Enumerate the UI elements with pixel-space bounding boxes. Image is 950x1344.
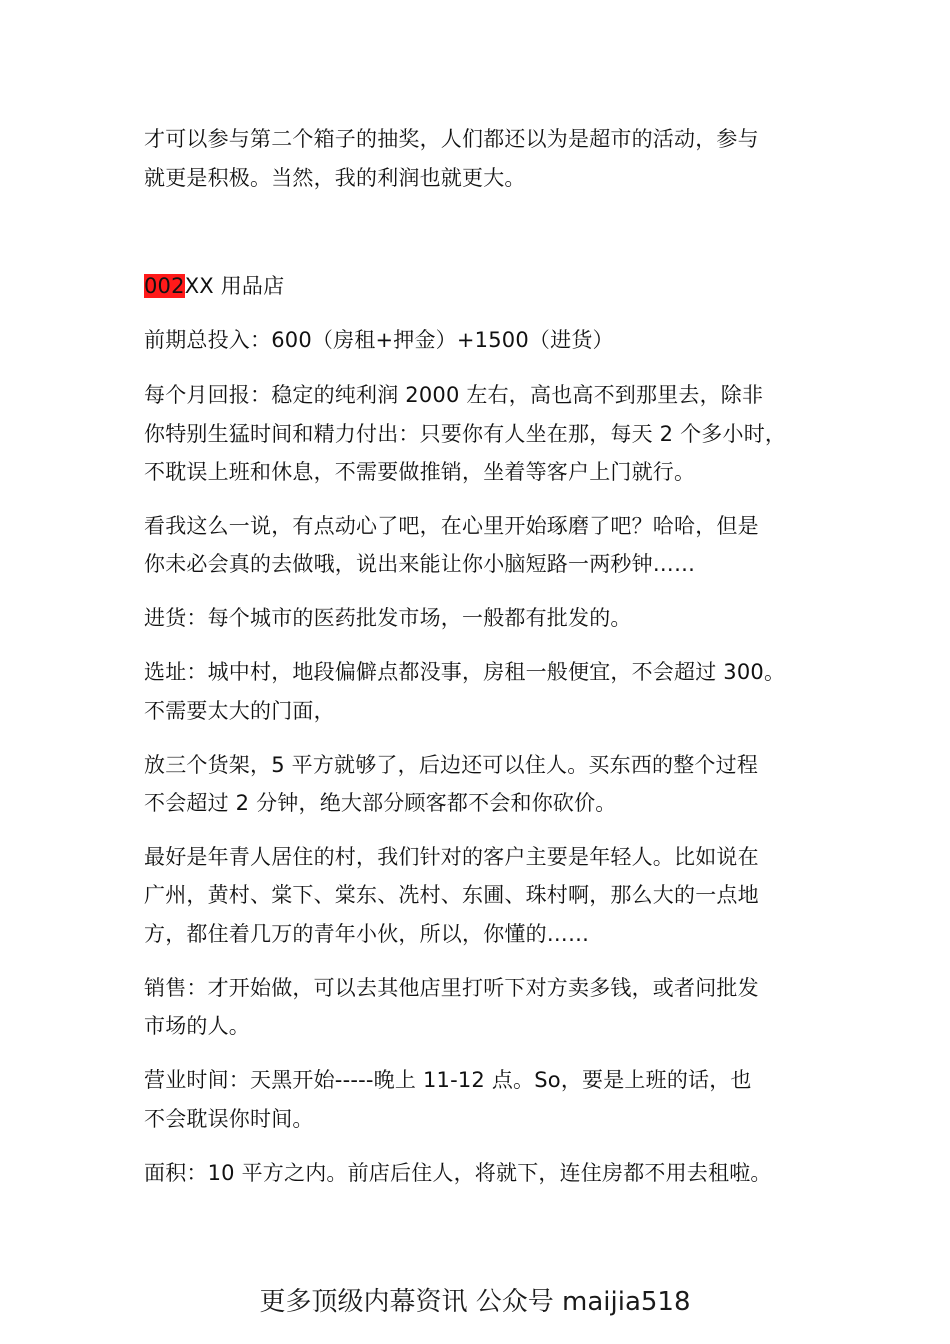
hours-line-1: 营业时间：天黑开始-----晚上 11-12 点。So，要是上班的话，也	[144, 1068, 752, 1092]
location-line-2: 不需要太大的门面，	[144, 699, 335, 723]
village-line-1: 最好是年青人居住的村，我们针对的客户主要是年轻人。比如说在	[144, 845, 759, 869]
return-line-1: 每个月回报：稳定的纯利润 2000 左右，高也高不到那里去，除非	[144, 383, 764, 407]
hours-line-2: 不会耽误你时间。	[144, 1107, 314, 1131]
village-line-3: 方，都住着几万的青年小伙，所以，你懂的……	[144, 922, 590, 946]
tempt-line-2: 你未必会真的去做哦，说出来能让你小脑短路一两秒钟……	[144, 552, 696, 576]
location-line-1: 选址：城中村，地段偏僻点都没事，房租一般便宜，不会超过 300。	[144, 660, 786, 684]
section-number-highlight: 002	[144, 274, 185, 298]
return-line-3: 不耽误上班和休息，不需要做推销，坐着等客户上门就行。	[144, 460, 696, 484]
shelves-line-2: 不会超过 2 分钟，绝大部分顾客都不会和你砍价。	[144, 791, 617, 815]
shelves-line-1: 放三个货架，5 平方就够了，后边还可以住人。买东西的整个过程	[144, 753, 759, 777]
section-title: XX 用品店	[184, 274, 285, 298]
investment-line: 前期总投入：600（房租+押金）+1500（进货）	[144, 328, 614, 352]
intro-line-1: 才可以参与第二个箱子的抽奖，人们都还以为是超市的活动，参与	[144, 127, 759, 151]
stock-line: 进货：每个城市的医药批发市场，一般都有批发的。	[144, 606, 632, 630]
area-line: 面积：10 平方之内。前店后住人，将就下，连住房都不用去租啦。	[144, 1161, 772, 1185]
return-line-2: 你特别生猛时间和精力付出：只要你有人坐在那，每天 2 个多小时，	[144, 422, 787, 446]
intro-line-2: 就更是积极。当然，我的利润也就更大。	[144, 166, 526, 190]
sales-line-1: 销售：才开始做，可以去其他店里打听下对方卖多钱，或者问批发	[144, 976, 759, 1000]
tempt-line-1: 看我这么一说，有点动心了吧，在心里开始琢磨了吧？哈哈，但是	[144, 514, 759, 538]
village-line-2: 广州，黄村、棠下、棠东、冼村、东圃、珠村啊，那么大的一点地	[144, 883, 759, 907]
footer-promo: 更多顶级内幕资讯 公众号 maijia518	[259, 1287, 691, 1317]
section-heading	[144, 271, 284, 301]
sales-line-2: 市场的人。	[144, 1014, 250, 1038]
